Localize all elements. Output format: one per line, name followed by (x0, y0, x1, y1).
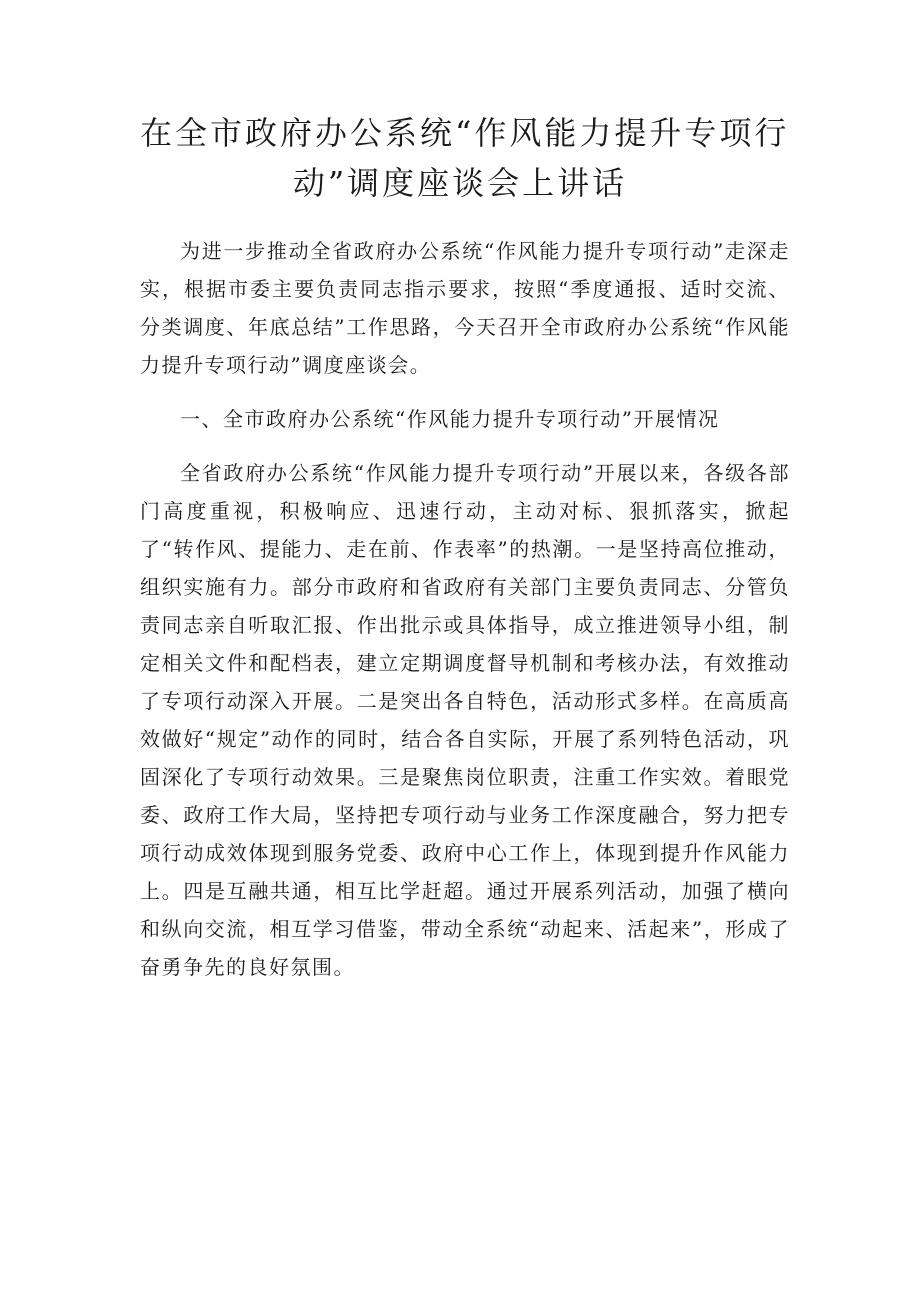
title-line-1: 在全市政府办公系统“作风能力提升专项行 (140, 114, 790, 152)
intro-paragraph: 为进一步推动全省政府办公系统“作风能力提升专项行动”走深走实，根据市委主要负责同志指示要求，按照“季度通报、适时交流、分类调度、年底总结”工作思路，今天召开全市政府办公系统“作风能力提升专项行动”调度座谈会。 (140, 239, 790, 377)
title-line-2: 动”调度座谈会上讲话 (292, 164, 628, 202)
section-1-paragraph: 全省政府办公系统“作风能力提升专项行动”开展以来，各级各部门高度重视，积极响应、迅速行动，主动对标、狠抓落实，掀起了“转作风、提能力、走在前、作表率”的热潮。一是坚持高位推动，组织实施有力。部分市政府和省政府有关部门主要负责同志、分管负责同志亲自听取汇报、作出批示或具体指导，成立推进领导小组，制定相关文件和配档表，建立定期调度督导机制和考核办法，有效推动了专项行动深入开展。二是突出各自特色，活动形式多样。在高质高效做好“规定”动作的同时，结合各自实际，开展了系列特色活动，巩固深化了专项行动效果。三是聚焦岗位职责，注重工作实效。着眼党委、政府工作大局，坚持把专项行动与业务工作深度融合，努力把专项行动成效体现到服务党委、政府中心工作上，体现到提升作风能力上。四是互融共通，相互比学赶超。通过开展系列活动，加强了横向和纵向交流，相互学习借鉴，带动全系统“动起来、活起来”，形成了奋勇争先的良好氛围。 (140, 461, 790, 979)
document-body (140, 232, 790, 1002)
section-1-heading: 一、全市政府办公系统“作风能力提升专项行动”开展情况 (180, 407, 720, 431)
document-title (140, 108, 790, 208)
